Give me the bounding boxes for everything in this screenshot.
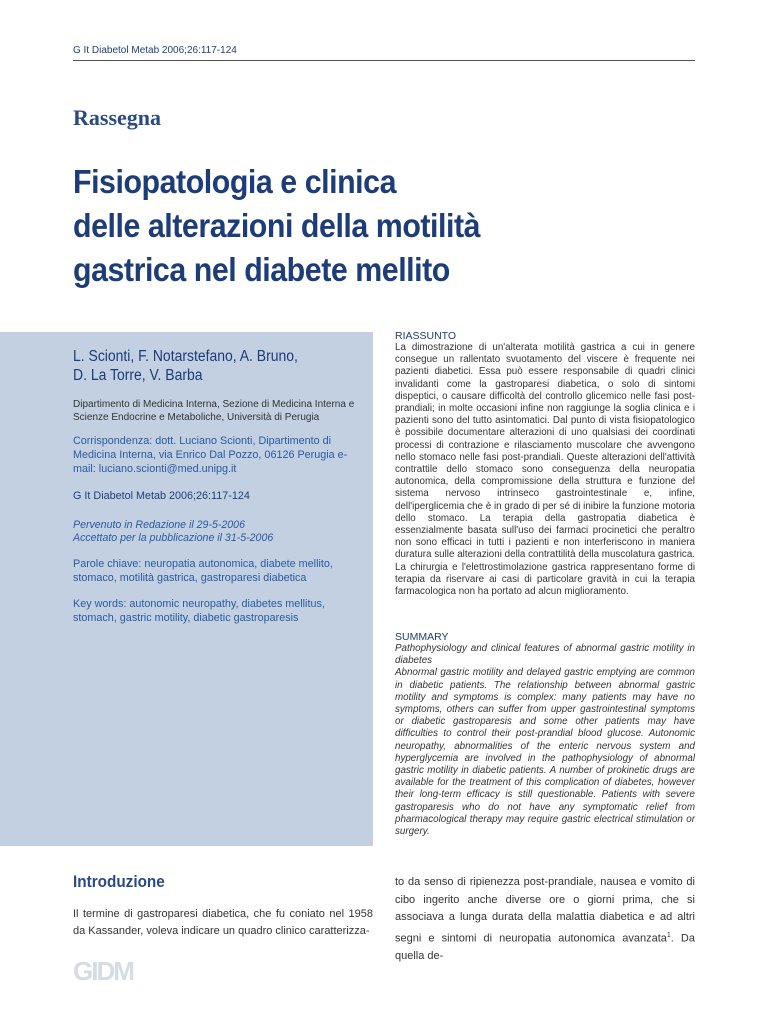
keywords-italian: Parole chiave: neuropatia autonomica, diabete mellito, stomaco, motilità gastrica, gastroparesi diabetica [73,558,333,584]
title-line: delle alterazioni della motilità [73,207,481,244]
authors [73,347,334,385]
intro-right-column [395,874,695,965]
top-rule [73,60,695,61]
article-title [73,160,662,292]
affiliation: Dipartimento di Medicina Interna, Sezione di Medicina Interna e Scienze Endocrine e Metaboliche, Università di Perugia [73,399,355,423]
keywords-english: Key words: autonomic neuropathy, diabetes mellitus, stomach, gastric motility, diabetic gastroparesis [73,598,325,624]
gidm-logo [73,958,157,984]
intro-heading: Introduzione [73,872,165,891]
riassunto-heading: RIASSUNTO [395,330,457,342]
intro-right-text: to da senso di ripienezza post-prandiale, nausea e vomito di cibo ingerito anche diverse ore o giorni prima, che si associava a lunga durata della malattia diabetica e ad altri segni e sintomi di neuropatia autonomica avanzata [395,876,695,945]
intro-left-column: Il termine di gastroparesi diabetica, che fu coniato nel 1958 da Kassander, voleva indicare un quadro clinico caratterizza- [73,908,373,937]
summary-subtitle: Pathophysiology and clinical features of abnormal gastric motility in diabetes [395,643,695,667]
journal-reference-sidebar: G It Diabetol Metab 2006;26:117-124 [73,490,250,502]
logo-text: GIDM [73,958,133,984]
summary-block [395,631,695,838]
journal-reference: G It Diabetol Metab 2006;26:117-124 [73,45,237,56]
received-dates [73,519,363,545]
title-line: Fisiopatologia e clinica [73,163,397,200]
authors-line: L. Scionti, F. Notarstefano, A. Bruno, [73,348,298,365]
summary-text: Abnormal gastric motility and delayed gastric emptying are common in diabetic patients. The relationship between abnormal gastric motility and symptoms is complex: many patients may have no symptoms, others can suffer from upper gastrointestinal symptoms or diabetic gastroparesis and some other patients may have difficulties to control their post-prandial blood glucose. Autonomic neuropathy, abnormalities of the enteric nervous system and hyperglycemia are involved in the pathophysiology of abnormal gastric motility in diabetic patients. A number of prokinetic drugs are available for the treatment of this complication of diabetes, however their long-term efficacy is still questionable. Patients with severe gastroparesis who do not have any symptomatic relief from pharmacological therapy may require gastric electrical stimulation or surgery. [395,667,695,838]
citation-ref: 1 [666,931,671,939]
intro-right-text-end: . Da quella de- [395,932,695,962]
summary-heading: SUMMARY [395,631,449,643]
section-label: Rassegna [73,105,162,130]
riassunto-block [395,330,695,598]
riassunto-text: La dimostrazione di un'alterata motilità gastrica a cui in genere consegue un rallentato svuotamento del viscere è frequente nei pazienti diabetici. Essa può essere responsabile di quadri clinici invalidanti come la gastroparesi diabetica, o solo di sintomi dispeptici, o causare difficoltà del controllo glicemico nelle fasi post-prandiali; in molte occasioni infine non raggiunge la soglia clinica e i pazienti sono del tutto asintomatici. Dal punto di vista fisiopatologico è possibile documentare alterazioni di uno qualsiasi dei coordinati processi di contrazione e rilasciamento muscolare che avvengono nello stomaco nelle fasi post-prandiali. Queste alterazioni dell'attività contrattile dello stomaco sono conseguenza della neuropatia autonomica, della compromissione della struttura e funzione del sistema nervoso intrinseco gastrointestinale e, infine, dell'iperglicemia che è in grado di per sé di inibire la funzione motoria dello stomaco. La terapia della gastropatia diabetica è essenzialmente basata sull'uso dei farmaci procinetici che peraltro non sono efficaci in tutti i pazienti e non interferiscono in maniera duratura sulle alterazioni della contrattilità della muscolatura gastrica. La chirurgia e l'elettrostimolazione gastrica rappresentano forme di terapia da riservare ai casi di particolare gravità in cui la terapia farmacologica non ha portato ad alcun miglioramento. [395,342,695,598]
title-line: gastrica nel diabete mellito [73,251,450,288]
accepted-date: Accettato per la pubblicazione il 31-5-2006 [73,532,274,544]
received-date: Pervenuto in Redazione il 29-5-2006 [73,519,245,531]
correspondence: Corrispondenza: dott. Luciano Scionti, Dipartimento di Medicina Interna, via Enrico Dal Pozzo, 06126 Perugia e-mail: luciano.scionti@med.unipg.it [73,435,348,475]
authors-line: D. La Torre, V. Barba [73,367,203,384]
